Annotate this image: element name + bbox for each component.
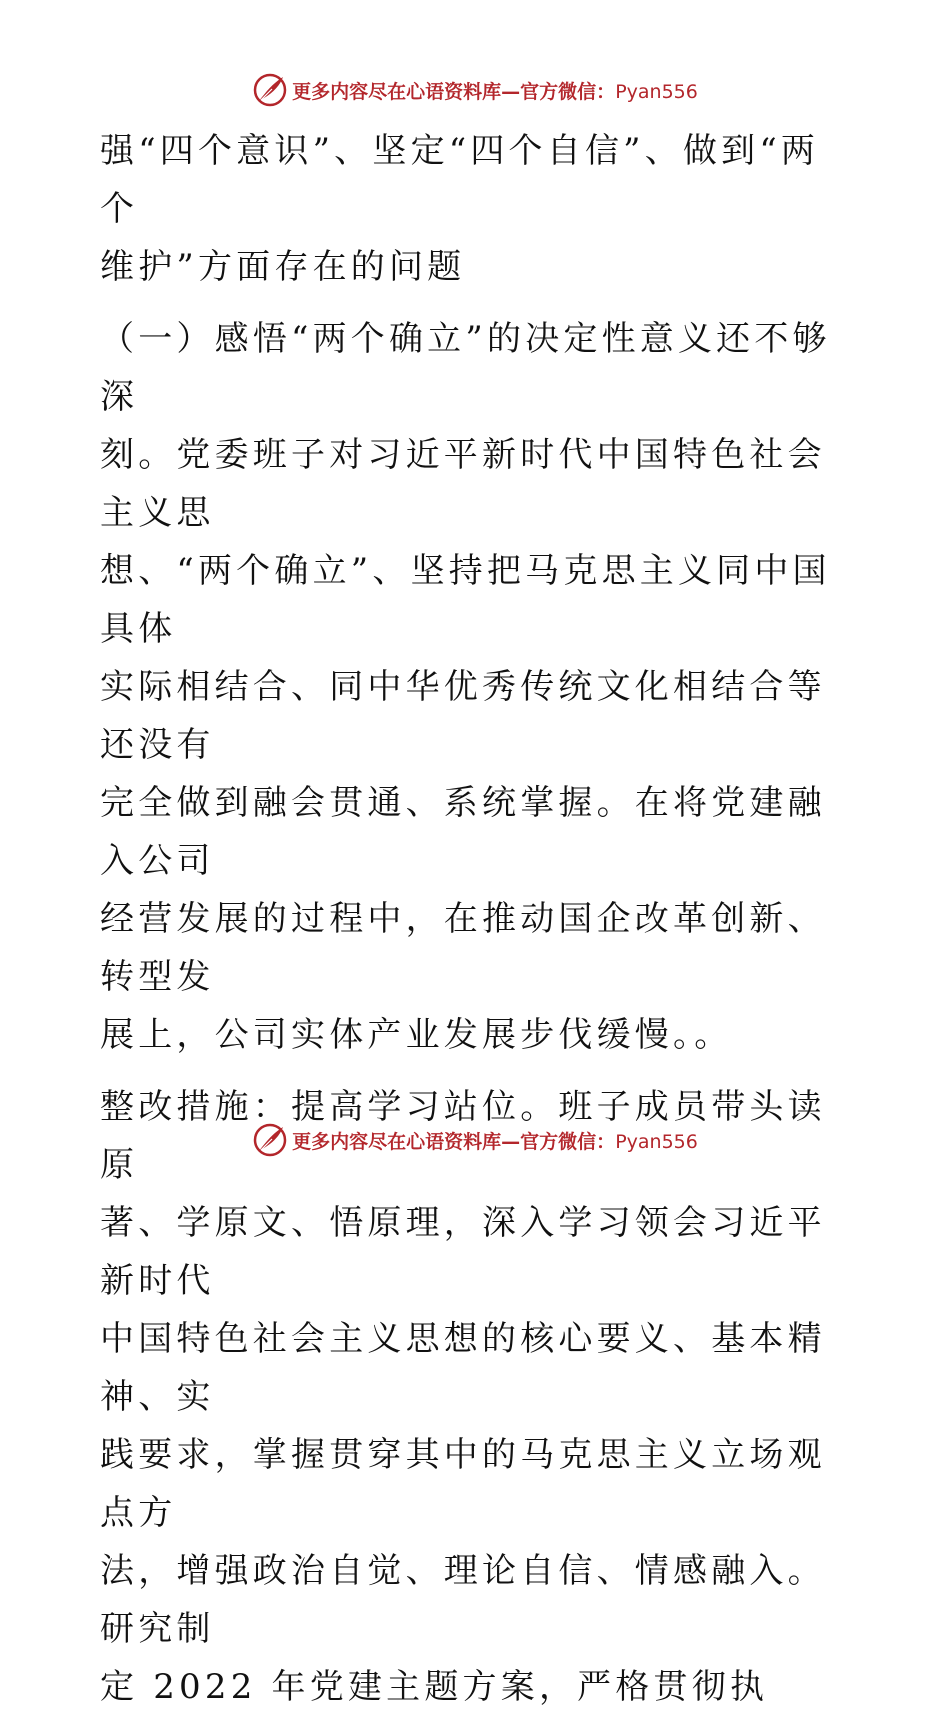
quill-logo-icon (252, 1122, 288, 1158)
document-body (100, 122, 850, 1716)
header-wechat-handle: Pyan556 (615, 80, 698, 103)
header-banner (0, 70, 950, 110)
paragraph-rectification-measures: 整改措施：提高学习站位。班子成员带头读原 著、学原文、悟原理，深入学习领会习近平新时代 中国特色社会主义思想的核心要义、基本精神、实 践要求，掌握贯穿其中的马克思主义立场观点方 法，增强政治自觉、理论自信、情感融入。研究制 定 2022 年党建主题方案，严格贯彻执 (100, 1087, 826, 1707)
footer-banner-text (292, 1127, 698, 1154)
header-official-text: 官方微信： (520, 80, 616, 103)
quill-logo-icon (252, 72, 288, 108)
header-banner-text (292, 77, 698, 104)
footer-official-text: 官方微信： (520, 1130, 616, 1153)
paragraph-problem-heading: 强“四个意识”、坚定“四个自信”、做到“两个 维护”方面存在的问题 (100, 131, 820, 287)
footer-separator: — (501, 1130, 521, 1153)
footer-site-text: 更多内容尽在心语资料库 (292, 1130, 502, 1153)
header-site-text: 更多内容尽在心语资料库 (292, 80, 502, 103)
paragraph-issue-one: （一）感悟“两个确立”的决定性意义还不够深 刻。党委班子对习近平新时代中国特色社会主义思 想、“两个确立”、坚持把马克思主义同中国具体 实际相结合、同中华优秀传统文化相结合等还没有 完全做到融会贯通、系统掌握。在将党建融入公司 经营发展的过程中，在推动国企改革创新、转型发 展上，公司实体产业发展步伐缓慢。。 (100, 319, 831, 1055)
footer-banner (0, 1120, 950, 1160)
header-separator: — (501, 80, 521, 103)
footer-wechat-handle: Pyan556 (615, 1130, 698, 1153)
